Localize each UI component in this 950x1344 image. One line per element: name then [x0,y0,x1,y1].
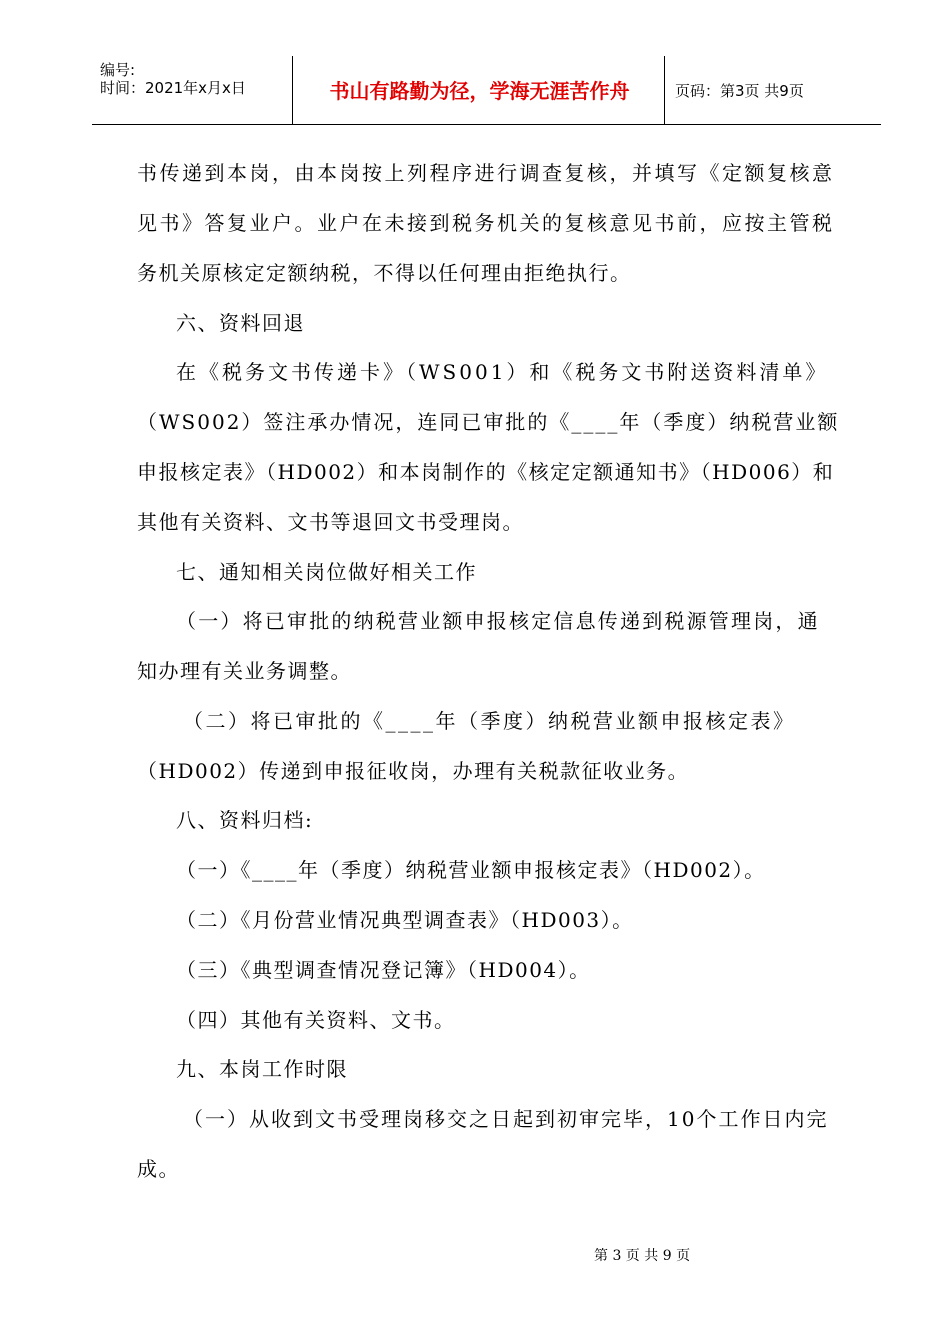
header-motto: 书山有路勤为径，学海无涯苦作舟 [329,79,630,103]
body-line: 申报核定表》（HD002）和本岗制作的《核定定额通知书》（HD006）和 [137,460,835,484]
document-time-label: 时间：2021年x月x日 [100,79,246,97]
document-code-label: 编号: [100,61,136,79]
header-motto-cell [292,56,665,124]
section-heading: 八、资料归档: [176,808,314,832]
header-meta-cell [92,56,292,124]
body-line: 其他有关资料、文书等退回文书受理岗。 [137,510,524,534]
list-item: （三）《典型调查情况登记簿》（HD004）。 [176,958,591,982]
list-item: （四）其他有关资料、文书。 [176,1008,456,1032]
body-line: （一）将已审批的纳税营业额申报核定信息传递到税源管理岗，通 [176,609,820,633]
page-header [92,56,881,125]
body-line: 知办理有关业务调整。 [137,659,352,683]
body-line: （二）将已审批的《____年（季度）纳税营业额申报核定表》 [183,709,796,733]
section-heading: 九、本岗工作时限 [176,1057,348,1081]
header-page-number: 页码：第3页 共9页 [675,82,804,100]
body-line: 在《税务文书传递卡》（WS001）和《税务文书附送资料清单》 [176,360,829,384]
body-line: 务机关原核定定额纳税，不得以任何理由拒绝执行。 [137,261,632,285]
page-footer: 第 3 页 共 9 页 [594,1248,691,1264]
header-page-cell [665,56,881,124]
body-line: （一）从收到文书受理岗移交之日起到初审完毕，10个工作日内完 [183,1107,829,1131]
body-line: 书传递到本岗，由本岗按上列程序进行调查复核，并填写《定额复核意 [137,161,835,185]
body-line: 见书》答复业户。业户在未接到税务机关的复核意见书前，应按主管税 [137,211,835,235]
list-item: （一）《____年（季度）纳税营业额申报核定表》（HD002）。 [176,858,766,882]
body-line: 成。 [137,1157,180,1181]
section-heading: 六、资料回退 [176,311,305,335]
list-item: （二）《月份营业情况典型调查表》（HD003）。 [176,908,634,932]
section-heading: 七、通知相关岗位做好相关工作 [176,560,477,584]
body-line: （HD002）传递到申报征收岗，办理有关税款征收业务。 [137,759,690,783]
body-line: （WS002）签注承办情况，连同已审批的《____年（季度）纳税营业额 [137,410,840,434]
